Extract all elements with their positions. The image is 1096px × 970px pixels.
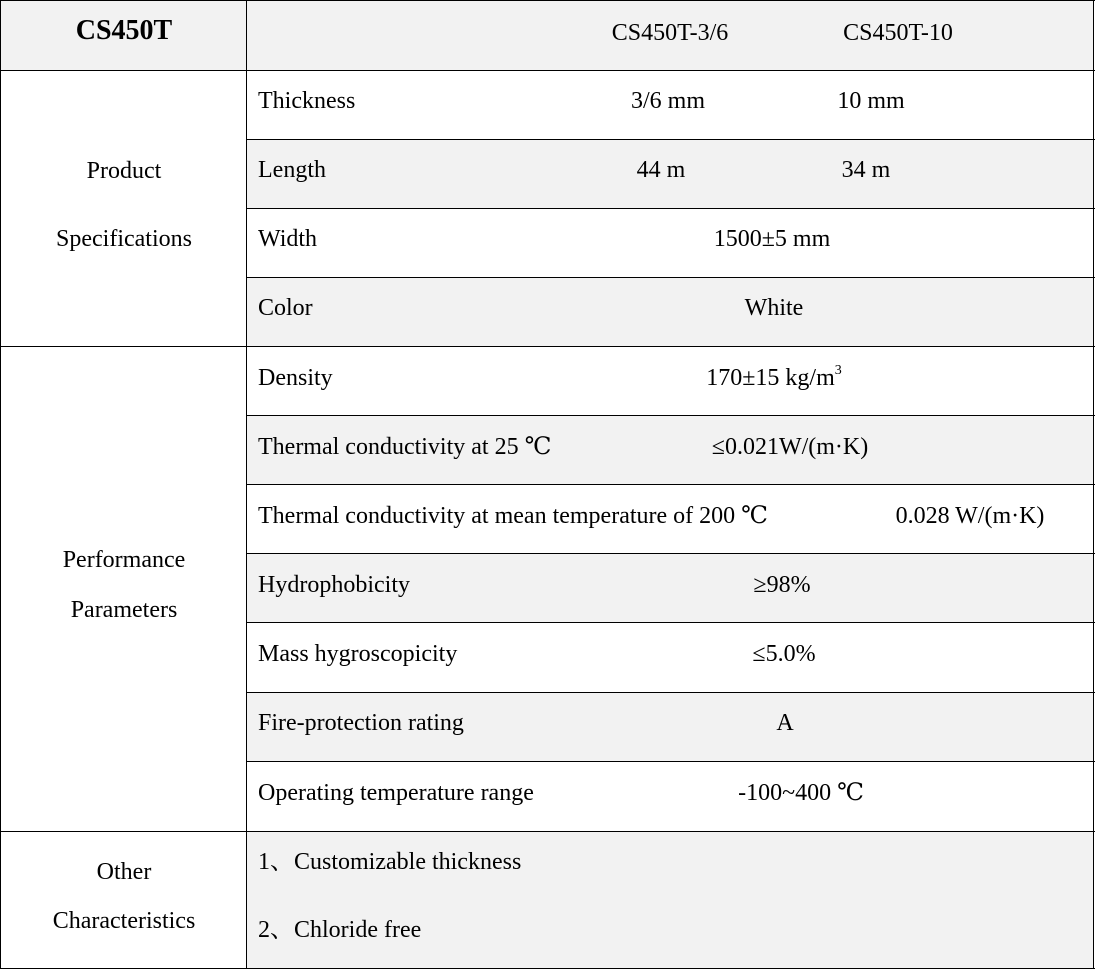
- row-bg-color: [247, 278, 1093, 346]
- row-value-hygroscopicity: ≤5.0%: [752, 641, 816, 667]
- model-header-3-6: CS450T-3/6: [611, 20, 729, 46]
- row-label-operating-temp: Operating temperature range: [258, 780, 534, 806]
- group-product-specifications-line2: Specifications: [56, 226, 192, 252]
- row-value-color: White: [744, 295, 804, 321]
- row-value-thickness-10: 10 mm: [837, 88, 905, 114]
- row-bg-width: [247, 209, 1093, 277]
- other-characteristic-item: 1、Customizable thickness: [258, 849, 522, 875]
- other-characteristic-item: 2、Chloride free: [258, 917, 422, 943]
- model-header-10: CS450T-10: [843, 20, 953, 46]
- row-value-operating-temp: -100~400 ℃: [738, 780, 864, 806]
- row-label-hydrophobicity: Hydrophobicity: [258, 572, 410, 598]
- row-value-hydrophobicity: ≥98%: [753, 572, 811, 598]
- row-label-hygroscopicity: Mass hygroscopicity: [258, 641, 458, 667]
- row-label-width: Width: [258, 226, 318, 252]
- group-performance-parameters-line2: Parameters: [70, 597, 178, 623]
- row-label-fire-rating: Fire-protection rating: [258, 710, 464, 736]
- row-value-thermal-25: ≤0.021W/(m·K): [711, 434, 869, 460]
- row-label-thickness: Thickness: [258, 88, 356, 114]
- row-value-thermal-200: 0.028 W/(m·K): [895, 503, 1045, 529]
- row-label-length: Length: [258, 157, 326, 183]
- row-value-density: 170±15 $kg/m^3$: [706, 363, 842, 391]
- row-value-length-3-6: 44 m: [636, 157, 686, 183]
- row-value-width: 1500±5 mm: [713, 226, 831, 252]
- row-label-thermal-200: Thermal conductivity at mean temperature of 200 ℃: [258, 503, 768, 529]
- row-label-thermal-25: Thermal conductivity at 25 ℃: [258, 434, 552, 460]
- row-bg-density: [247, 347, 1093, 415]
- group-other-characteristics-line1: Other: [96, 859, 152, 885]
- group-performance-parameters-line1: Performance: [62, 547, 186, 573]
- row-label-density: Density: [258, 365, 333, 391]
- row-label-color: Color: [258, 295, 313, 321]
- group-product-specifications-line1: Product: [86, 158, 162, 184]
- group-other-characteristics-line2: Characteristics: [52, 908, 196, 934]
- density-unit-superscript: 3: [834, 363, 842, 378]
- row-value-fire-rating: A: [776, 710, 794, 736]
- row-value-thickness-3-6: 3/6 mm: [630, 88, 706, 114]
- row-value-length-10: 34 m: [841, 157, 891, 183]
- product-name-header: CS450T: [75, 15, 173, 46]
